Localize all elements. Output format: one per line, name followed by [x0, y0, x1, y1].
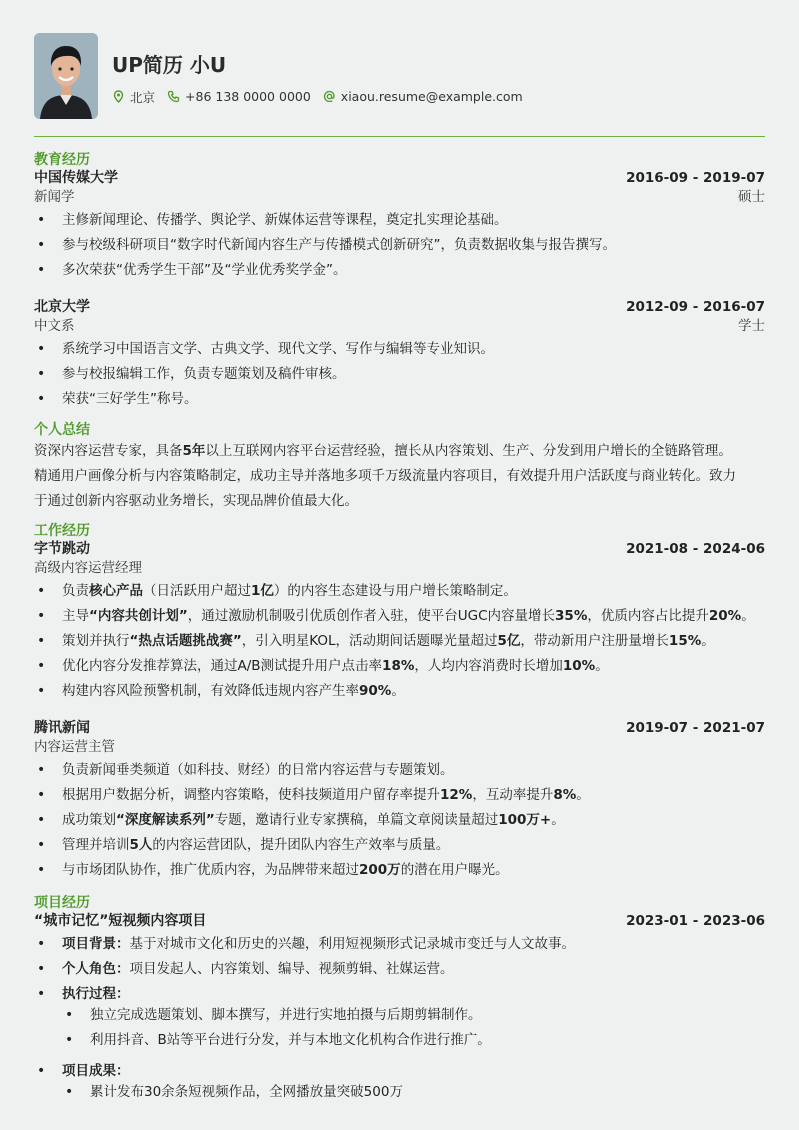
education-entry — [34, 169, 765, 286]
summary-text: 精通用户画像分析与内容策略制定，成功主导并落地多项千万级流量内容项目，有效提升用户活跃度与商业转化。致力 — [34, 468, 736, 484]
project-entry — [34, 912, 765, 1114]
resume-page — [34, 33, 765, 1114]
list-item: • 项目成果： • 累计发布30余条短视频作品，全网播放量突破500万 — [62, 1062, 765, 1114]
summary-text: 资深内容运营专家，具备 — [34, 443, 183, 459]
company-name: 腾讯新闻 — [34, 720, 90, 736]
education-entry — [34, 298, 765, 415]
section-title-education: 教育经历 — [34, 152, 90, 168]
list-item: • 主导“内容共创计划”，通过激励机制吸引优质创作者入驻，使平台UGC内容量增长35%，优质内容占比提升20%。 — [62, 607, 765, 632]
profile-photo — [34, 33, 98, 119]
list-item: • 负责新闻垂类频道（如科技、财经）的日常内容运营与专题策划。 — [62, 761, 765, 786]
email-item[interactable] — [323, 89, 523, 104]
list-item: • 参与校报编辑工作，负责专题策划及稿件审核。 — [62, 365, 765, 390]
list-item: • 项目背景：基于对城市文化和历史的兴趣，利用短视频形式记录城市变迁与人文故事。 — [62, 935, 765, 960]
summary-text: 于通过创新内容驱动业务增长，实现品牌价值最大化。 — [34, 493, 358, 509]
location-text: 北京 — [130, 89, 156, 105]
major: 新闻学 — [34, 189, 75, 205]
list-item: • 成功策划“深度解读系列”专题，邀请行业专家撰稿，单篇文章阅读量超过100万+。 — [62, 811, 765, 836]
list-item: • 负责核心产品（日活跃用户超过1亿）的内容生态建设与用户增长策略制定。 — [62, 582, 765, 607]
list-item: • 利用抖音、B站等平台进行分发，并与本地文化机构合作进行推广。 — [90, 1031, 765, 1056]
section-title-projects: 项目经历 — [34, 895, 90, 911]
section-title-summary: 个人总结 — [34, 422, 90, 438]
degree: 硕士 — [738, 189, 765, 205]
phone-item — [167, 89, 311, 104]
list-item: • 与市场团队协作，推广优质内容，为品牌带来超过200万的潜在用户曝光。 — [62, 861, 765, 886]
date-range: 2016-09 - 2019-07 — [626, 170, 765, 186]
list-item: • 优化内容分发推荐算法，通过A/B测试提升用户点击率18%，人均内容消费时长增加10%。 — [62, 657, 765, 682]
company-name: 字节跳动 — [34, 541, 90, 557]
summary-text: 以上互联网内容平台运营经验，擅长从内容策划、生产、分发到用户增长的全链路管理。 — [205, 443, 732, 459]
list-item: • 个人角色：项目发起人、内容策划、编导、视频剪辑、社媒运营。 — [62, 960, 765, 985]
list-item: • 系统学习中国语言文学、古典文学、现代文学、写作与编辑等专业知识。 — [62, 340, 765, 365]
phone-text: +86 138 0000 0000 — [185, 89, 311, 104]
list-item: • 多次荣获“优秀学生干部”及“学业优秀奖学金”。 — [62, 261, 765, 286]
list-item: • 策划并执行“热点话题挑战赛”，引入明星KOL，活动期间话题曝光量超过5亿，带动新用户注册量增长15%。 — [62, 632, 765, 657]
list-item: • 独立完成选题策划、脚本撰写，并进行实地拍摄与后期剪辑制作。 — [90, 1006, 765, 1031]
list-item: • 累计发布30余条短视频作品，全网播放量突破500万 — [90, 1083, 765, 1108]
list-item: • 荣获“三好学生”称号。 — [62, 390, 765, 415]
date-range: 2021-08 - 2024-06 — [626, 541, 765, 557]
header-divider — [34, 136, 765, 137]
email-text[interactable]: xiaou.resume@example.com — [340, 89, 523, 104]
list-item: • 构建内容风险预警机制，有效降低违规内容产生率90%。 — [62, 682, 765, 707]
summary-paragraph — [34, 439, 765, 514]
location-pin-icon — [112, 90, 125, 103]
contact-line — [112, 88, 535, 106]
date-range: 2023-01 - 2023-06 — [626, 913, 765, 929]
resume-header — [34, 33, 765, 119]
date-range: 2012-09 - 2016-07 — [626, 299, 765, 315]
school-name: 北京大学 — [34, 299, 90, 315]
list-item: • 主修新闻理论、传播学、舆论学、新媒体运营等课程，奠定扎实理论基础。 — [62, 211, 765, 236]
list-item: • 执行过程： • 独立完成选题策划、脚本撰写，并进行实地拍摄与后期剪辑制作。 • 利用抖音、B站等平台进行分发，并与本地文化机构合作进行推广。 — [62, 985, 765, 1062]
major: 中文系 — [34, 318, 75, 334]
date-range: 2019-07 - 2021-07 — [626, 720, 765, 736]
section-title-work: 工作经历 — [34, 523, 90, 539]
degree: 学士 — [738, 318, 765, 334]
summary-highlight: 5年 — [182, 443, 206, 459]
project-name: “城市记忆”短视频内容项目 — [34, 913, 207, 929]
list-item: • 参与校级科研项目“数字时代新闻内容生产与传播模式创新研究”，负责数据收集与报告撰写。 — [62, 236, 765, 261]
phone-icon — [167, 90, 180, 103]
job-title: 内容运营主管 — [34, 739, 115, 755]
work-entry — [34, 719, 765, 886]
work-entry — [34, 540, 765, 707]
school-name: 中国传媒大学 — [34, 170, 118, 186]
location-item — [112, 88, 155, 106]
job-title: 高级内容运营经理 — [34, 560, 142, 576]
list-item: • 管理并培训5人的内容运营团队，提升团队内容生产效率与质量。 — [62, 836, 765, 861]
at-sign-icon — [323, 90, 336, 103]
candidate-name: UP简历 小U — [112, 52, 227, 77]
list-item: • 根据用户数据分析，调整内容策略，使科技频道用户留存率提升12%，互动率提升8%。 — [62, 786, 765, 811]
